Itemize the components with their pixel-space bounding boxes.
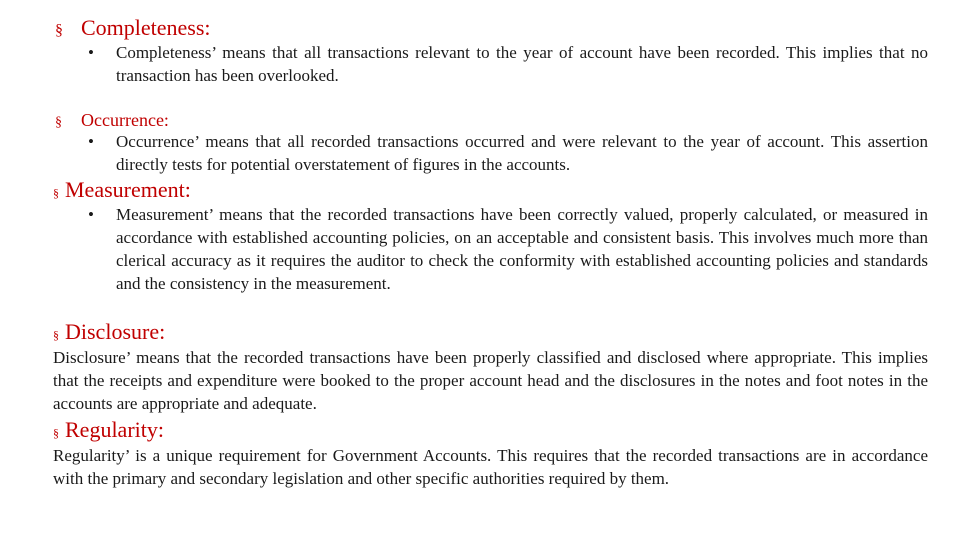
occurrence-text: Occurrence’ means that all recorded transactions occurred and were relevant to the year of account. This assertion directly tests for potential overstatement of figures in the accounts. xyxy=(116,132,928,174)
completeness-text: Completeness’ means that all transactions relevant to the year of account have been recorded. This implies that no transaction has been overlooked. xyxy=(116,43,928,85)
regularity-text: Regularity’ is a unique requirement for Government Accounts. This requires that the recorded transactions are in accordance with the primary and secondary legislation and other specific authorities required by them. xyxy=(53,446,928,488)
bullet-dot-icon: • xyxy=(88,132,94,151)
occurrence-heading-text: Occurrence: xyxy=(81,110,169,130)
regularity-heading xyxy=(53,416,164,447)
disclosure-heading xyxy=(53,318,165,349)
completeness-heading-text: Completeness: xyxy=(81,15,211,40)
square-bullet-icon: § xyxy=(55,22,63,39)
completeness-bullet xyxy=(88,41,928,87)
occurrence-bullet xyxy=(88,130,928,176)
measurement-heading-text: Measurement: xyxy=(65,177,191,202)
bullet-dot-icon: • xyxy=(88,43,94,62)
regularity-heading-text: Regularity: xyxy=(65,417,164,442)
measurement-text: Measurement’ means that the recorded transactions have been correctly valued, properly calculated, or measured in accordance with established accounting policies, on an acceptable and consistent basis. This involves much more than clerical accuracy as it requires the auditor to check the conformity with established accounting policies and standards and the consistency in the measurement. xyxy=(116,205,928,293)
square-bullet-icon: § xyxy=(55,115,62,130)
square-bullet-icon: § xyxy=(53,328,59,342)
measurement-bullet xyxy=(88,203,928,295)
bullet-dot-icon: • xyxy=(88,205,94,224)
square-bullet-icon: § xyxy=(53,426,59,440)
disclosure-heading-text: Disclosure: xyxy=(65,319,166,344)
disclosure-text: Disclosure’ means that the recorded transactions have been properly classified and disclosed where appropriate. This implies that the receipts and expenditure were booked to the proper account head and the disclosures in the notes and foot notes in the accounts are appropriate and adequate. xyxy=(53,348,928,413)
square-bullet-icon: § xyxy=(53,186,59,200)
